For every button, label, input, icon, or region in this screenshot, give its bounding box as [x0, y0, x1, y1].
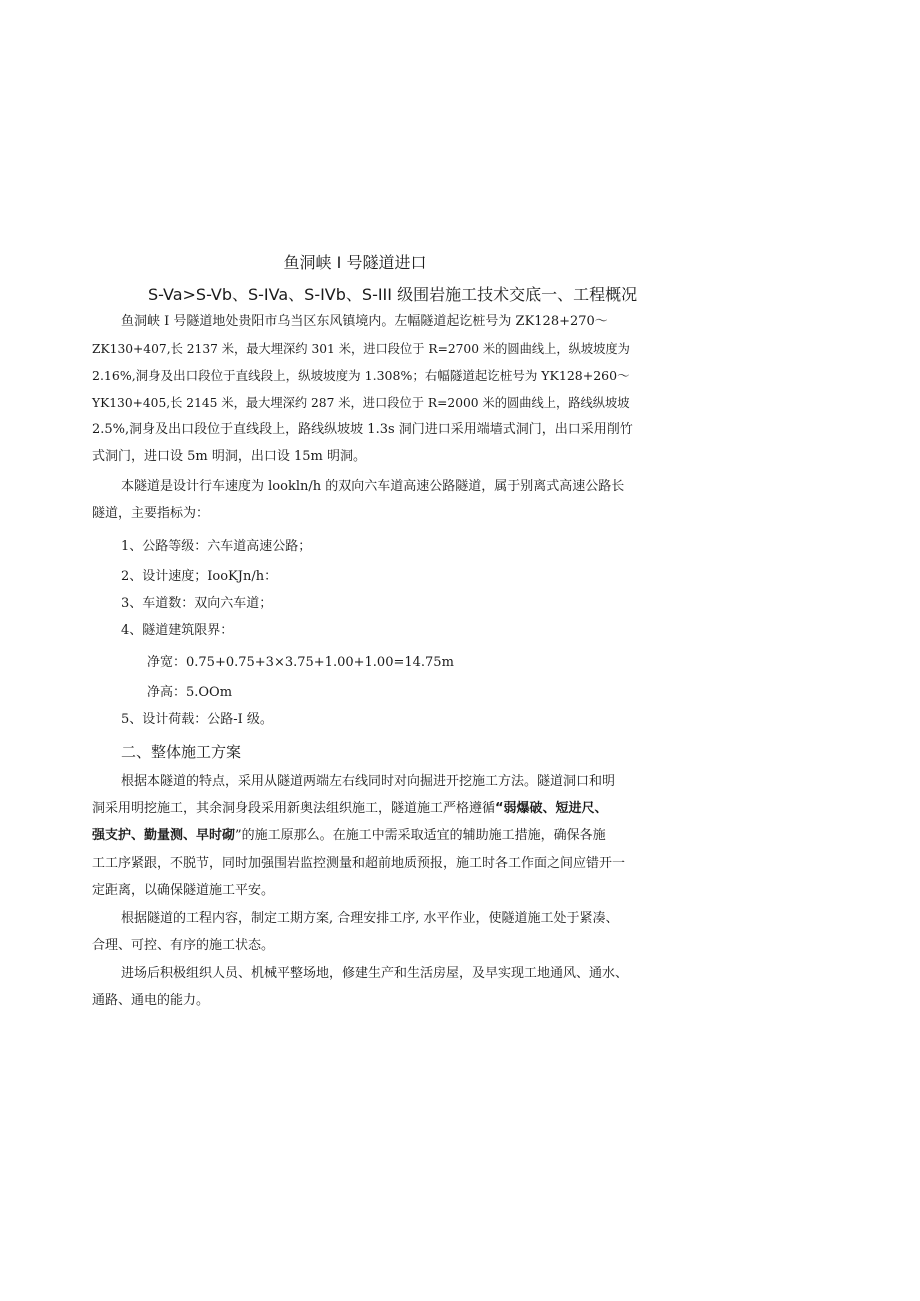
plan-line	[92, 827, 606, 845]
overview-line: YK130+405,长 2145 米，最大埋深约 287 米，进口段位于 R=2000 米的圆曲线上，路线纵坡坡	[92, 396, 630, 410]
indicator-item: 1、公路等级：六车道高速公路；	[121, 539, 312, 554]
plan-principle-emphasis: 强支护、勤量测、早时砌	[92, 828, 236, 843]
indicator-item: 3、车道数：双向六车道；	[121, 596, 273, 611]
indicator-item: 5、设计荷载：公路-I 级。	[121, 712, 273, 727]
plan-line: 定距离，以确保隧道施工平安。	[92, 883, 275, 898]
plan-line: 根据隧道的工程内容，制定工期方案, 合理安排工序, 水平作业，使隧道施工处于紧凑、	[121, 911, 619, 926]
section-heading: 二、整体施工方案	[121, 743, 242, 761]
overview-line: 2.5%,洞身及出口段位于直线段上，路线纵坡坡 1.3s 洞门进口采用端墙式洞门，出口采用削竹	[92, 422, 633, 437]
plan-line: 合理、可控、有序的施工状态。	[92, 938, 275, 953]
plan-line	[92, 800, 608, 818]
overview-line: 式洞门，进口设 5m 明洞，出口设 15m 明洞。	[92, 449, 366, 464]
overview-line: ZK130+407,长 2137 米，最大埋深约 301 米，进口段位于 R=2700 米的圆曲线上，纵坡坡度为	[92, 342, 630, 356]
net-width-item: 净宽：0.75+0.75+3×3.75+1.00+1.00=14.75m	[147, 655, 454, 670]
document-title: 鱼洞峡 I 号隧道进口	[283, 253, 427, 272]
design-line: 隧道，主要指标为：	[92, 506, 210, 521]
indicator-item: 2、设计速度；IooKJn/h：	[121, 569, 278, 584]
plan-principle-emphasis: “弱爆破、短进尺、	[495, 801, 608, 816]
indicator-item: 4、隧道建筑限界：	[121, 623, 234, 638]
plan-line: 进场后积极组织人员、机械平整场地，修建生产和生活房屋，及早实现工地通风、通水、	[121, 966, 629, 981]
plan-text: ”的施工原那么。在施工中需采取适宜的辅助施工措施，确保各施	[235, 828, 606, 843]
plan-line: 根据本隧道的特点，采用从隧道两端左右线同时对向掘进开挖施工方法。隧道洞口和明	[121, 774, 616, 789]
overview-line: 鱼洞峡 I 号隧道地处贵阳市乌当区东风镇境内。左幅隧道起讫桩号为 ZK128+270～	[121, 314, 608, 329]
overview-line: 2.16%,洞身及出口段位于直线段上，纵坡坡度为 1.308%；右幅隧道起讫桩号为 YK128+260～	[92, 368, 630, 383]
plan-line: 通路、通电的能力。	[92, 993, 210, 1008]
document-subtitle: S-Va>S-Vb、S-IVa、S-IVb、S-III 级围岩施工技术交底一、工程概况	[148, 285, 638, 304]
plan-line: 工工序紧跟，不脱节，同时加强围岩监控测量和超前地质预报，施工时各工作面之间应错开一	[92, 856, 626, 871]
plan-text: 洞采用明挖施工，其余洞身段采用新奥法组织施工，隧道施工严格遵循	[92, 801, 496, 816]
design-line: 本隧道是设计行车速度为 lookln/h 的双向六车道高速公路隧道，属于别离式高速公路长	[121, 479, 625, 494]
net-height-item: 净高：5.OOm	[147, 685, 233, 700]
